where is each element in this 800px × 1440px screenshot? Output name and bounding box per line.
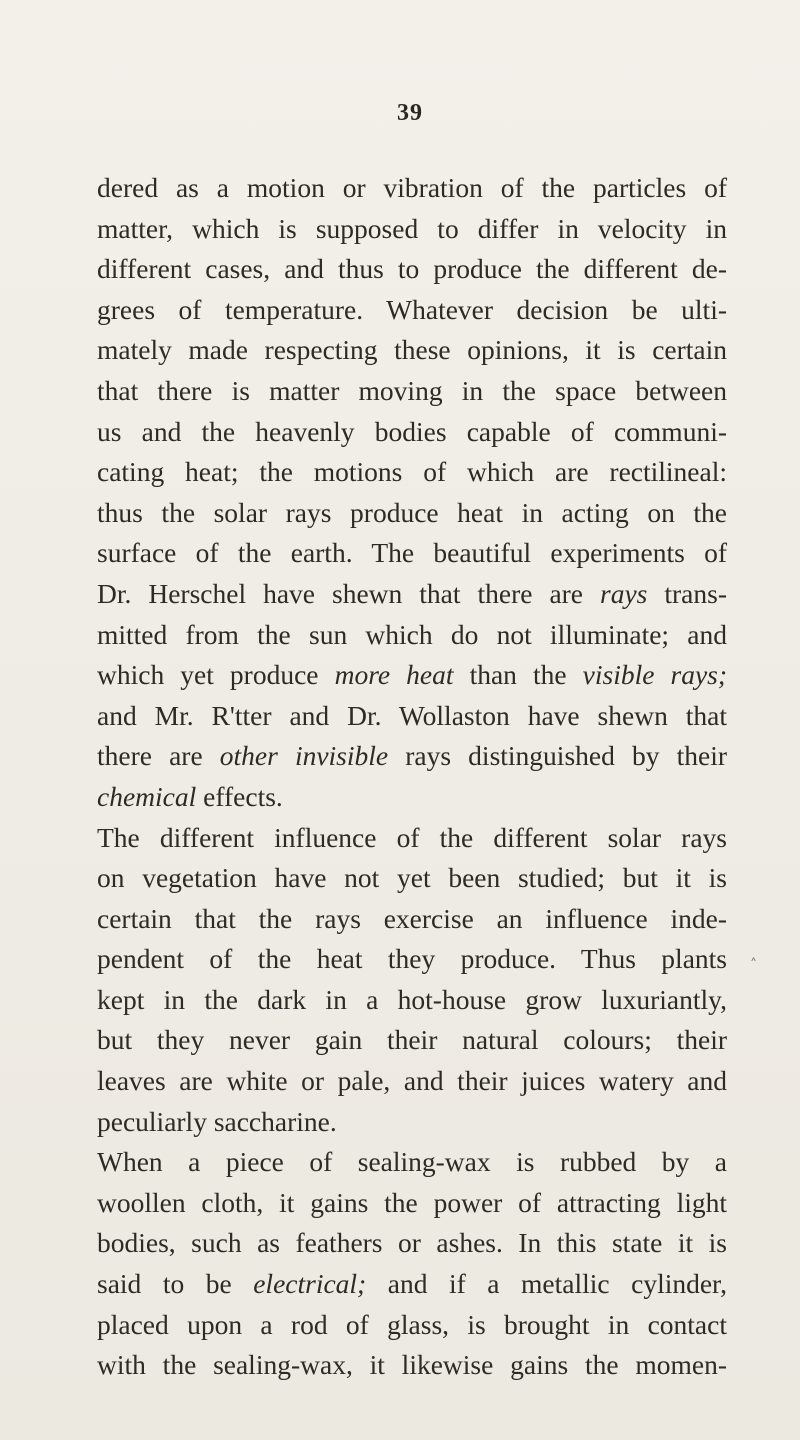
text-line — [97, 736, 727, 777]
text-line — [97, 209, 727, 250]
text-segment: there are — [97, 740, 220, 772]
text-line — [97, 533, 727, 574]
text-line — [97, 1223, 727, 1264]
text-line — [97, 1142, 727, 1183]
text-line — [97, 696, 727, 737]
text-segment: with the sealing-wax, it likewise gains the momen- — [97, 1349, 727, 1381]
text-segment: bodies, such as feathers or ashes. In this state it is — [97, 1227, 727, 1259]
text-segment: certain that the rays exercise an influence inde- — [97, 902, 727, 934]
text-line — [97, 371, 727, 412]
text-segment: mitted from the sun which do not illuminate; and — [97, 618, 727, 650]
text-line — [97, 493, 727, 534]
text-line — [97, 655, 727, 696]
text-line — [97, 858, 727, 899]
text-segment: that there is matter moving in the space between — [97, 374, 727, 406]
text-line — [97, 1020, 727, 1061]
text-segment: us and the heavenly bodies capable of communi- — [97, 415, 727, 447]
text-line — [97, 168, 727, 209]
text-line — [97, 899, 727, 940]
text-line — [97, 1061, 727, 1102]
text-segment: different cases, and thus to produce the different de- — [97, 253, 727, 285]
text-segment: cating heat; the motions of which are rectilineal: — [97, 456, 727, 488]
text-segment: placed upon a rod of glass, is brought in contact — [97, 1308, 727, 1340]
text-line — [97, 412, 727, 453]
ink-speck-mark: ˄ — [750, 957, 757, 973]
text-segment: grees of temperature. Whatever decision be ulti- — [97, 293, 727, 325]
text-segment: When a piece of sealing-wax is rubbed by a — [97, 1146, 727, 1178]
text-segment: rays distinguished by their — [388, 740, 727, 772]
text-line — [97, 939, 727, 980]
text-line — [97, 574, 727, 615]
page-number: 39 — [397, 100, 423, 126]
text-segment: said to be — [97, 1268, 254, 1300]
text-line — [97, 290, 727, 331]
text-line — [97, 1183, 727, 1224]
italic-text: chemical — [97, 780, 197, 812]
text-line — [97, 777, 727, 818]
text-segment: dered as a motion or vibration of the particles of — [97, 172, 727, 203]
text-segment: which yet produce — [97, 659, 335, 691]
text-line — [97, 330, 727, 371]
italic-text: other invisible — [219, 740, 389, 772]
text-line — [97, 1264, 727, 1305]
text-segment: effects. — [196, 780, 283, 812]
text-segment: mately made respecting these opinions, it is certain — [97, 334, 727, 366]
body-text — [97, 168, 727, 1386]
text-segment: than the — [453, 659, 583, 691]
text-line — [97, 1305, 727, 1346]
italic-text: more heat — [334, 659, 454, 691]
text-line — [97, 615, 727, 656]
text-line — [97, 818, 727, 859]
text-segment: and if a metallic cylinder, — [366, 1268, 727, 1300]
text-segment: surface of the earth. The beautiful experiments of — [97, 537, 727, 569]
text-segment: trans- — [647, 577, 727, 609]
text-segment: peculiarly saccharine. — [97, 1105, 337, 1137]
text-segment: pendent of the heat they produce. Thus plants — [97, 943, 727, 975]
text-segment: leaves are white or pale, and their juices watery and — [97, 1065, 727, 1097]
italic-text: rays — [600, 577, 648, 609]
text-segment: The different influence of the different solar rays — [97, 821, 727, 853]
text-line — [97, 452, 727, 493]
text-line — [97, 1102, 727, 1143]
text-segment: woollen cloth, it gains the power of attracting light — [97, 1186, 727, 1218]
text-segment: but they never gain their natural colours; their — [97, 1024, 727, 1056]
text-line — [97, 1345, 727, 1386]
text-segment: kept in the dark in a hot-house grow luxuriantly, — [97, 983, 727, 1015]
italic-text: visible rays; — [582, 659, 728, 691]
text-segment: Dr. Herschel have shewn that there are — [97, 577, 601, 609]
text-line — [97, 980, 727, 1021]
text-line — [97, 249, 727, 290]
text-segment: on vegetation have not yet been studied; but it is — [97, 862, 727, 894]
text-segment: matter, which is supposed to differ in velocity in — [97, 212, 727, 244]
text-segment: thus the solar rays produce heat in acting on the — [97, 496, 727, 528]
text-segment: and Mr. R'tter and Dr. Wollaston have shewn that — [97, 699, 727, 731]
italic-text: electrical; — [253, 1268, 367, 1300]
